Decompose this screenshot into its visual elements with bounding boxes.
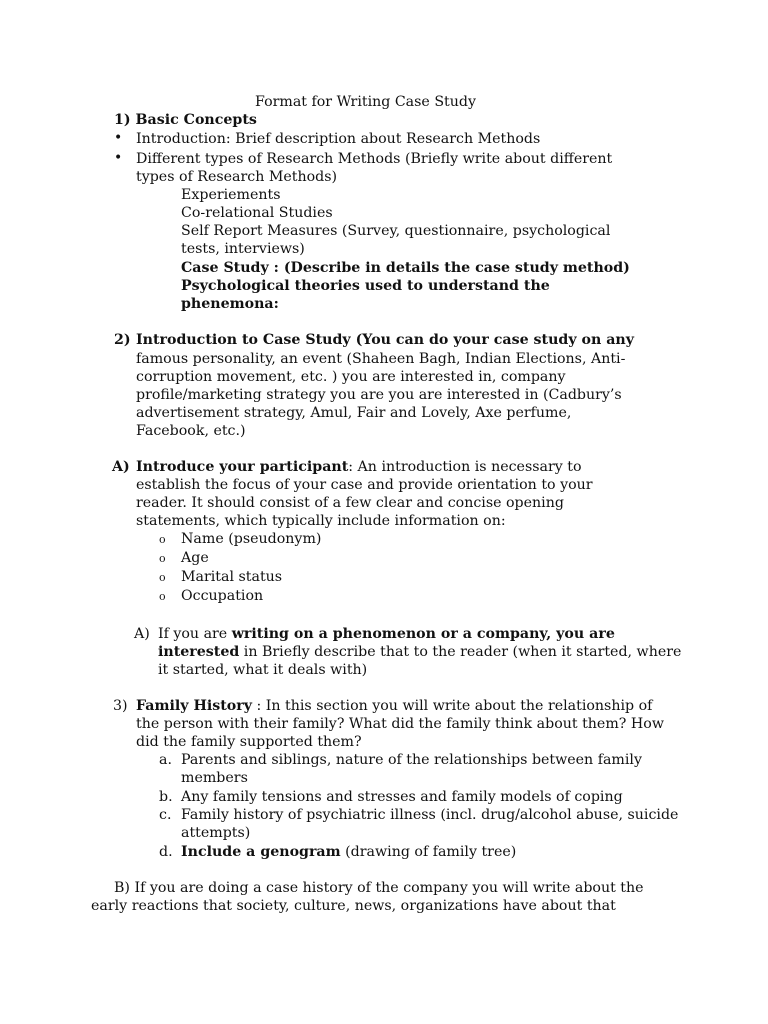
section-b-text: B) If you are doing a case history of the company you will write about the [114, 880, 644, 896]
section-2-heading: Introduction to Case Study (You can do your case study on any [136, 332, 634, 348]
case-study-line: Case Study : (Describe in details the case study method) [181, 260, 630, 276]
family-item-genogram: Include a genogram (drawing of family tree) [181, 844, 517, 860]
participant-info-item: Age [181, 550, 209, 566]
participant-info-item: Name (pseudonym) [181, 531, 322, 547]
section-2-text: profile/marketing strategy you are you are interested in (Cadbury’s [136, 387, 622, 403]
section-a-text: statements, which typically include information on: [136, 513, 506, 529]
circle-bullet: o [159, 533, 166, 546]
participant-info-item: Occupation [181, 588, 264, 604]
section-a2-heading: If you are writing on a phenomenon or a company, you are [158, 626, 615, 642]
family-item-continued: members [181, 770, 248, 786]
section-a2-text: it started, what it deals with) [158, 662, 368, 678]
section-a-text: establish the focus of your case and provide orientation to your [136, 477, 593, 493]
section-2-number: 2) [114, 332, 131, 348]
bullet-item: Introduction: Brief description about Research Methods [136, 131, 541, 147]
section-1-heading: 1) Basic Concepts [114, 112, 257, 128]
participant-info-item: Marital status [181, 569, 283, 585]
section-3-text: did the family supported them? [136, 734, 362, 750]
family-item: Any family tensions and stresses and family models of coping [181, 789, 623, 805]
section-2-text: famous personality, an event (Shaheen Bagh, Indian Elections, Anti- [136, 351, 626, 367]
section-a-text: reader. It should consist of a few clear and concise opening [136, 495, 564, 511]
page-title: Format for Writing Case Study [255, 94, 476, 110]
section-b-text: early reactions that society, culture, news, organizations have about that [91, 898, 616, 914]
section-a2-letter: A) [134, 626, 150, 642]
method-item: Co-relational Studies [181, 205, 333, 221]
section-3-text: the person with their family? What did the family think about them? How [136, 716, 664, 732]
family-item-continued: attempts) [181, 825, 251, 841]
circle-bullet: o [159, 590, 166, 603]
family-item: Parents and siblings, nature of the relationships between family [181, 752, 642, 768]
section-2-text: Facebook, etc.) [136, 423, 246, 439]
family-item-letter: c. [159, 807, 172, 823]
method-item-continued: tests, interviews) [181, 241, 305, 257]
bullet-item: Different types of Research Methods (Briefly write about different [136, 151, 613, 167]
section-3-heading: Family History : In this section you will write about the relationship of [136, 698, 653, 714]
family-item-letter: a. [159, 752, 172, 768]
theories-line: Psychological theories used to understand the [181, 278, 550, 294]
bullet-marker: • [114, 130, 123, 146]
family-item-letter: d. [159, 844, 173, 860]
theories-line-continued: phenemona: [181, 296, 279, 312]
bullet-marker: • [114, 150, 123, 166]
bullet-item-continued: types of Research Methods) [136, 169, 338, 185]
section-a-heading: Introduce your participant: An introduction is necessary to [136, 459, 582, 475]
section-2-text: corruption movement, etc. ) you are interested in, company [136, 369, 566, 385]
section-a-letter: A) [112, 459, 130, 475]
section-2-text: advertisement strategy, Amul, Fair and Lovely, Axe perfume, [136, 405, 572, 421]
section-a2-text: interested in Briefly describe that to the reader (when it started, where [158, 644, 682, 660]
circle-bullet: o [159, 571, 166, 584]
section-3-number: 3) [113, 698, 128, 714]
family-item: Family history of psychiatric illness (incl. drug/alcohol abuse, suicide [181, 807, 679, 823]
circle-bullet: o [159, 552, 166, 565]
family-item-letter: b. [159, 789, 173, 805]
method-item: Experiements [181, 187, 281, 203]
method-item: Self Report Measures (Survey, questionnaire, psychological [181, 223, 611, 239]
